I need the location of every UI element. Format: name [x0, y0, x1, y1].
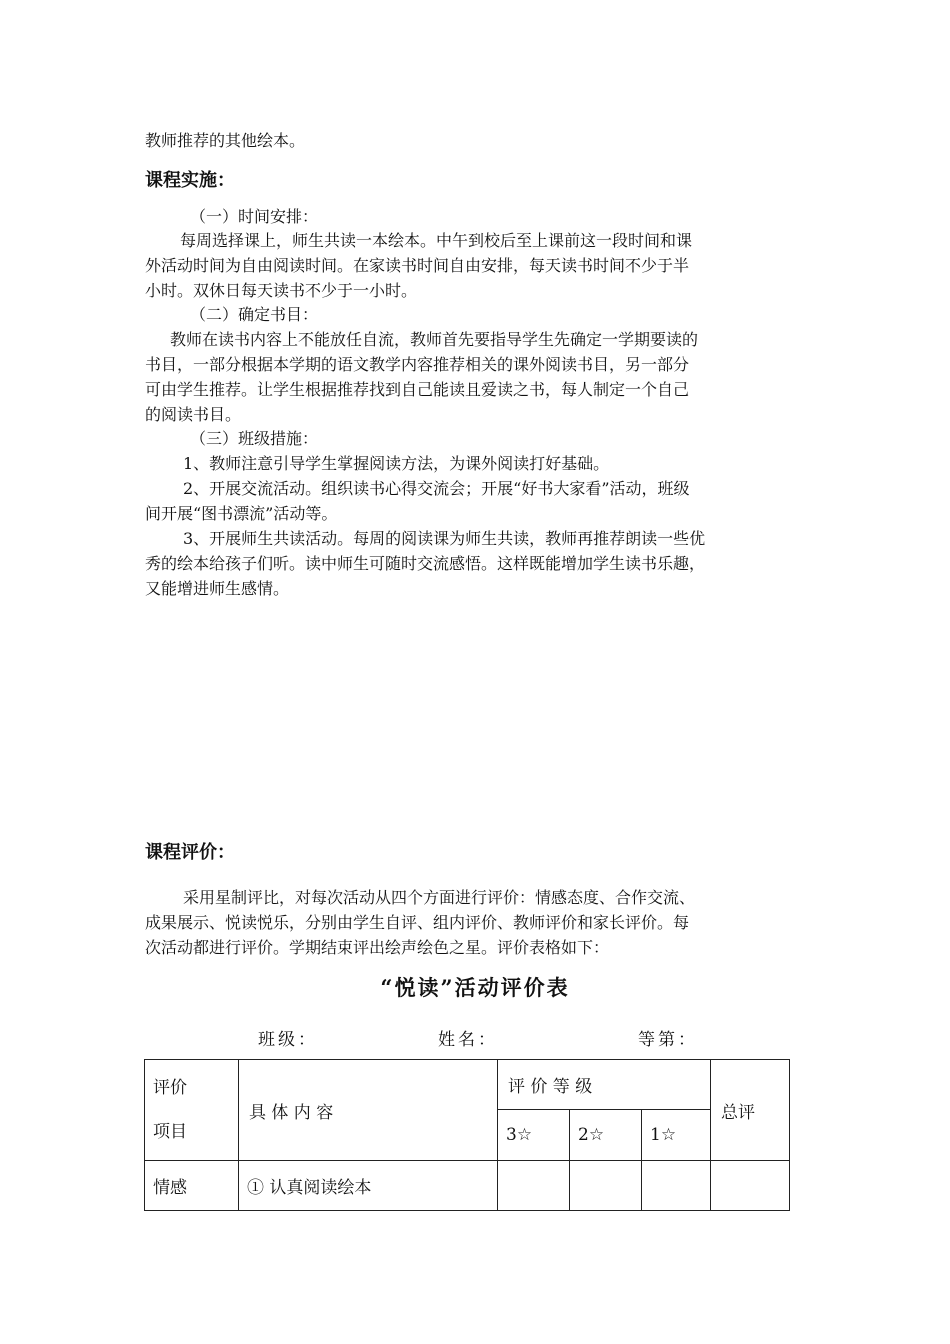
header-item-cell [145, 1060, 239, 1161]
paragraph-line: 采用星制评比，对每次活动从四个方面进行评价：情感态度、合作交流、 [183, 888, 696, 907]
table-header-row [145, 1060, 790, 1110]
paragraph-line: 3、开展师生共读活动。每周的阅读课为师生共读，教师再推荐朗读一些优 [183, 529, 706, 548]
header-item-line2: 项目 [153, 1122, 187, 1142]
paragraph-line: 外活动时间为自由阅读时间。在家读书时间自由安排，每天读书时间不少于半 [145, 256, 690, 275]
books-title: （二）确定书目： [190, 305, 319, 324]
paragraph-line: 教师在读书内容上不能放任自流，教师首先要指导学生先确定一学期要读的 [170, 330, 699, 349]
paragraph-line: 小时。双休日每天读书不少于一小时。 [145, 281, 418, 300]
paragraph-line: 的阅读书目。 [145, 405, 242, 424]
row-total-cell [711, 1161, 790, 1211]
paragraph-line: 每周选择课上，师生共读一本绘本。中午到校后至上课前这一段时间和课 [180, 231, 693, 250]
paragraph-line: 又能增进师生感情。 [145, 579, 290, 598]
evaluation-paragraph [145, 885, 825, 960]
paragraph-line: 2、开展交流活动。组织读书心得交流会；开展“好书大家看”活动，班级 [183, 479, 690, 498]
header-stars1-cell: 1☆ [642, 1110, 711, 1161]
books-paragraph [145, 327, 825, 427]
measures-paragraph [145, 451, 825, 601]
evaluation-table [144, 1059, 790, 1211]
intro-tail: 教师推荐的其他绘本。 [145, 131, 306, 150]
row-content-cell: ① 认真阅读绘本 [239, 1161, 498, 1211]
paragraph-line: 次活动都进行评价。学期结束评出绘声绘色之星。评价表格如下： [145, 938, 610, 957]
paragraph-line: 成果展示、悦读悦乐，分别由学生自评、组内评价、教师评价和家长评价。每 [145, 913, 690, 932]
table-title: “悦读”活动评价表 [380, 975, 570, 1000]
paragraph-line: 书目，一部分根据本学期的语文教学内容推荐相关的课外阅读书目，另一部分 [145, 355, 690, 374]
name-label: 姓名： [438, 1030, 498, 1050]
paragraph-line: 秀的绘本给孩子们听。读中师生可随时交流感悟。这样既能增加学生读书乐趣， [145, 554, 706, 573]
time-paragraph [145, 228, 825, 303]
paragraph-line: 间开展“图书漂流”活动等。 [145, 504, 338, 523]
row-stars3-cell [498, 1161, 570, 1211]
row-stars1-cell [642, 1161, 711, 1211]
paragraph-line: 可由学生推荐。让学生根据推荐找到自己能读且爱读之书，每人制定一个自己 [145, 380, 690, 399]
class-label: 班级： [258, 1030, 318, 1050]
header-level-cell: 评 价 等 级 [498, 1060, 711, 1110]
grade-label: 等第： [638, 1030, 698, 1050]
evaluation-heading: 课程评价： [145, 842, 235, 863]
table-row [145, 1161, 790, 1211]
header-content-cell: 具 体 内 容 [239, 1060, 498, 1161]
time-title: （一）时间安排： [190, 207, 319, 226]
header-stars3-cell: 3☆ [498, 1110, 570, 1161]
implementation-heading: 课程实施： [145, 170, 235, 191]
row-item-cell: 情感 [145, 1161, 239, 1211]
row-stars2-cell [570, 1161, 642, 1211]
measures-title: （三）班级措施： [190, 429, 319, 448]
paragraph-line: 1、教师注意引导学生掌握阅读方法，为课外阅读打好基础。 [183, 454, 610, 473]
header-item-line1: 评价 [153, 1078, 187, 1098]
header-stars2-cell: 2☆ [570, 1110, 642, 1161]
header-total-cell: 总评 [711, 1060, 790, 1161]
